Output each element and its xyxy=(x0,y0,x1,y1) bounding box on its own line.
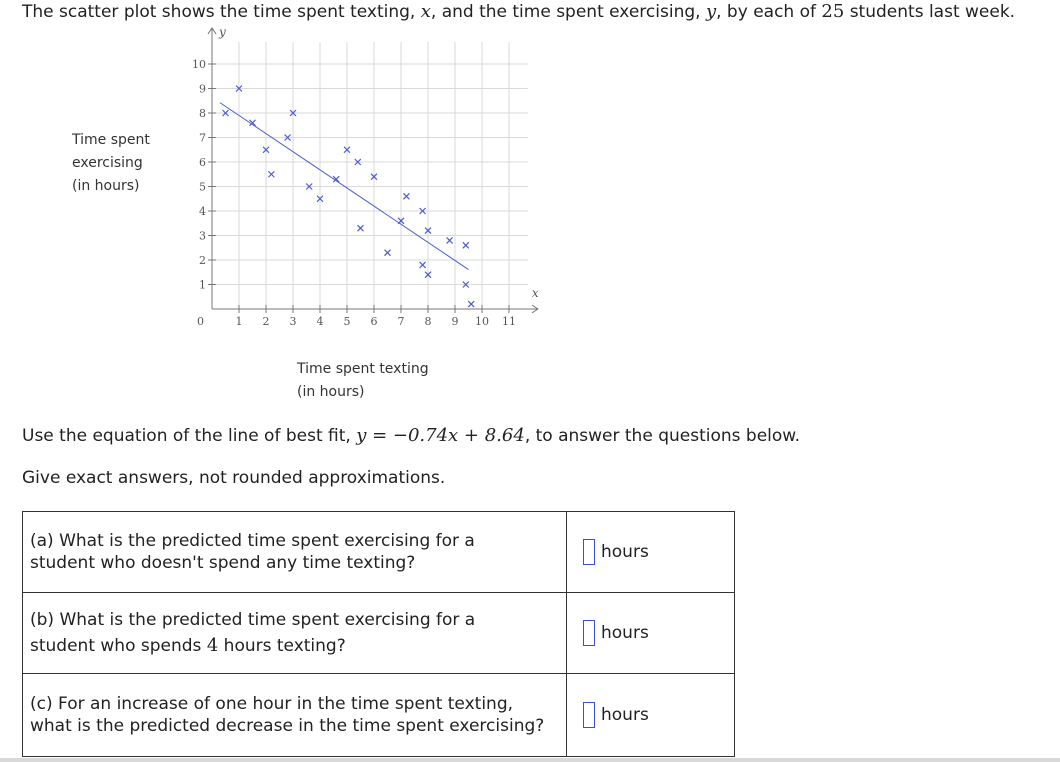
origin-label: 0 xyxy=(197,315,204,328)
y-tick-label: 4 xyxy=(199,205,206,218)
data-point xyxy=(268,171,274,177)
data-point xyxy=(420,262,426,268)
answer-input-c[interactable] xyxy=(583,702,595,728)
unit-label: hours xyxy=(601,705,649,725)
answer-cell-c xyxy=(567,674,735,757)
x-axis-label: Time spent texting (in hours) xyxy=(297,361,429,400)
y-tick-label: 5 xyxy=(199,180,206,194)
data-point xyxy=(447,237,453,243)
y-tick-label: 9 xyxy=(199,82,206,96)
x-tick-label: 7 xyxy=(397,315,405,328)
bottom-scrollbar[interactable] xyxy=(0,758,1060,762)
scatter-plot xyxy=(180,24,560,350)
student-count: 25 xyxy=(821,1,845,22)
x-tick-label: 11 xyxy=(502,315,516,328)
problem-intro: The scatter plot shows the time spent texting, x, and the time spent exercising, y, by each of 25 students last week. xyxy=(22,1,1016,22)
exact-answers-note: Give exact answers, not rounded approximations. xyxy=(22,468,446,488)
question-a: (a) What is the predicted time spent exercising for a student who doesn't spend any time texting? xyxy=(23,512,567,593)
x-tick-label: 8 xyxy=(424,315,432,328)
y-tick-label: 6 xyxy=(199,156,206,169)
data-point xyxy=(385,250,391,256)
answer-cell-a xyxy=(567,512,735,593)
x-tick-label: 3 xyxy=(289,315,297,328)
answer-input-a[interactable] xyxy=(583,539,595,565)
questions-table xyxy=(22,511,735,757)
y-axis-label: Time spent exercising (in hours) xyxy=(72,132,150,194)
var-y: y xyxy=(705,1,717,22)
var-x: x xyxy=(420,1,431,22)
y-tick-label: 10 xyxy=(192,58,206,71)
y-tick-label: 3 xyxy=(199,229,206,243)
question-row-b xyxy=(23,593,735,674)
equation-instruction: Use the equation of the line of best fit, y = −0.74x + 8.64, to answer the questions below. xyxy=(22,425,801,446)
unit-label: hours xyxy=(601,623,649,643)
y-tick-label: 8 xyxy=(199,107,206,120)
y-tick-label: 1 xyxy=(199,278,206,292)
unit-label: hours xyxy=(601,542,649,562)
y-tick-label: 2 xyxy=(199,254,206,267)
answer-input-b[interactable] xyxy=(583,620,595,646)
data-point xyxy=(358,225,364,231)
y-tick-label: 7 xyxy=(199,131,206,145)
data-point xyxy=(468,301,474,307)
answer-cell-b xyxy=(567,593,735,674)
question-row-c xyxy=(23,674,735,757)
x-tick-label: 9 xyxy=(451,315,459,328)
y-axis-symbol: y xyxy=(219,24,226,39)
best-fit-equation: y = −0.74x + 8.64 xyxy=(356,425,525,446)
x-tick-label: 1 xyxy=(235,315,243,328)
x-tick-label: 5 xyxy=(343,315,351,328)
x-tick-label: 2 xyxy=(262,315,270,328)
question-c: (c) For an increase of one hour in the time spent texting, what is the predicted decrease in the time spent exercising? xyxy=(23,674,567,757)
x-tick-label: 4 xyxy=(316,315,324,328)
question-row-a xyxy=(23,512,735,593)
data-point xyxy=(403,193,409,199)
data-point xyxy=(463,242,469,248)
question-b: (b) What is the predicted time spent exercising for a student who spends 4 hours texting? xyxy=(23,593,567,674)
x-tick-label: 6 xyxy=(370,315,378,328)
x-tick-label: 10 xyxy=(475,315,489,328)
x-axis-symbol: x xyxy=(531,286,539,300)
